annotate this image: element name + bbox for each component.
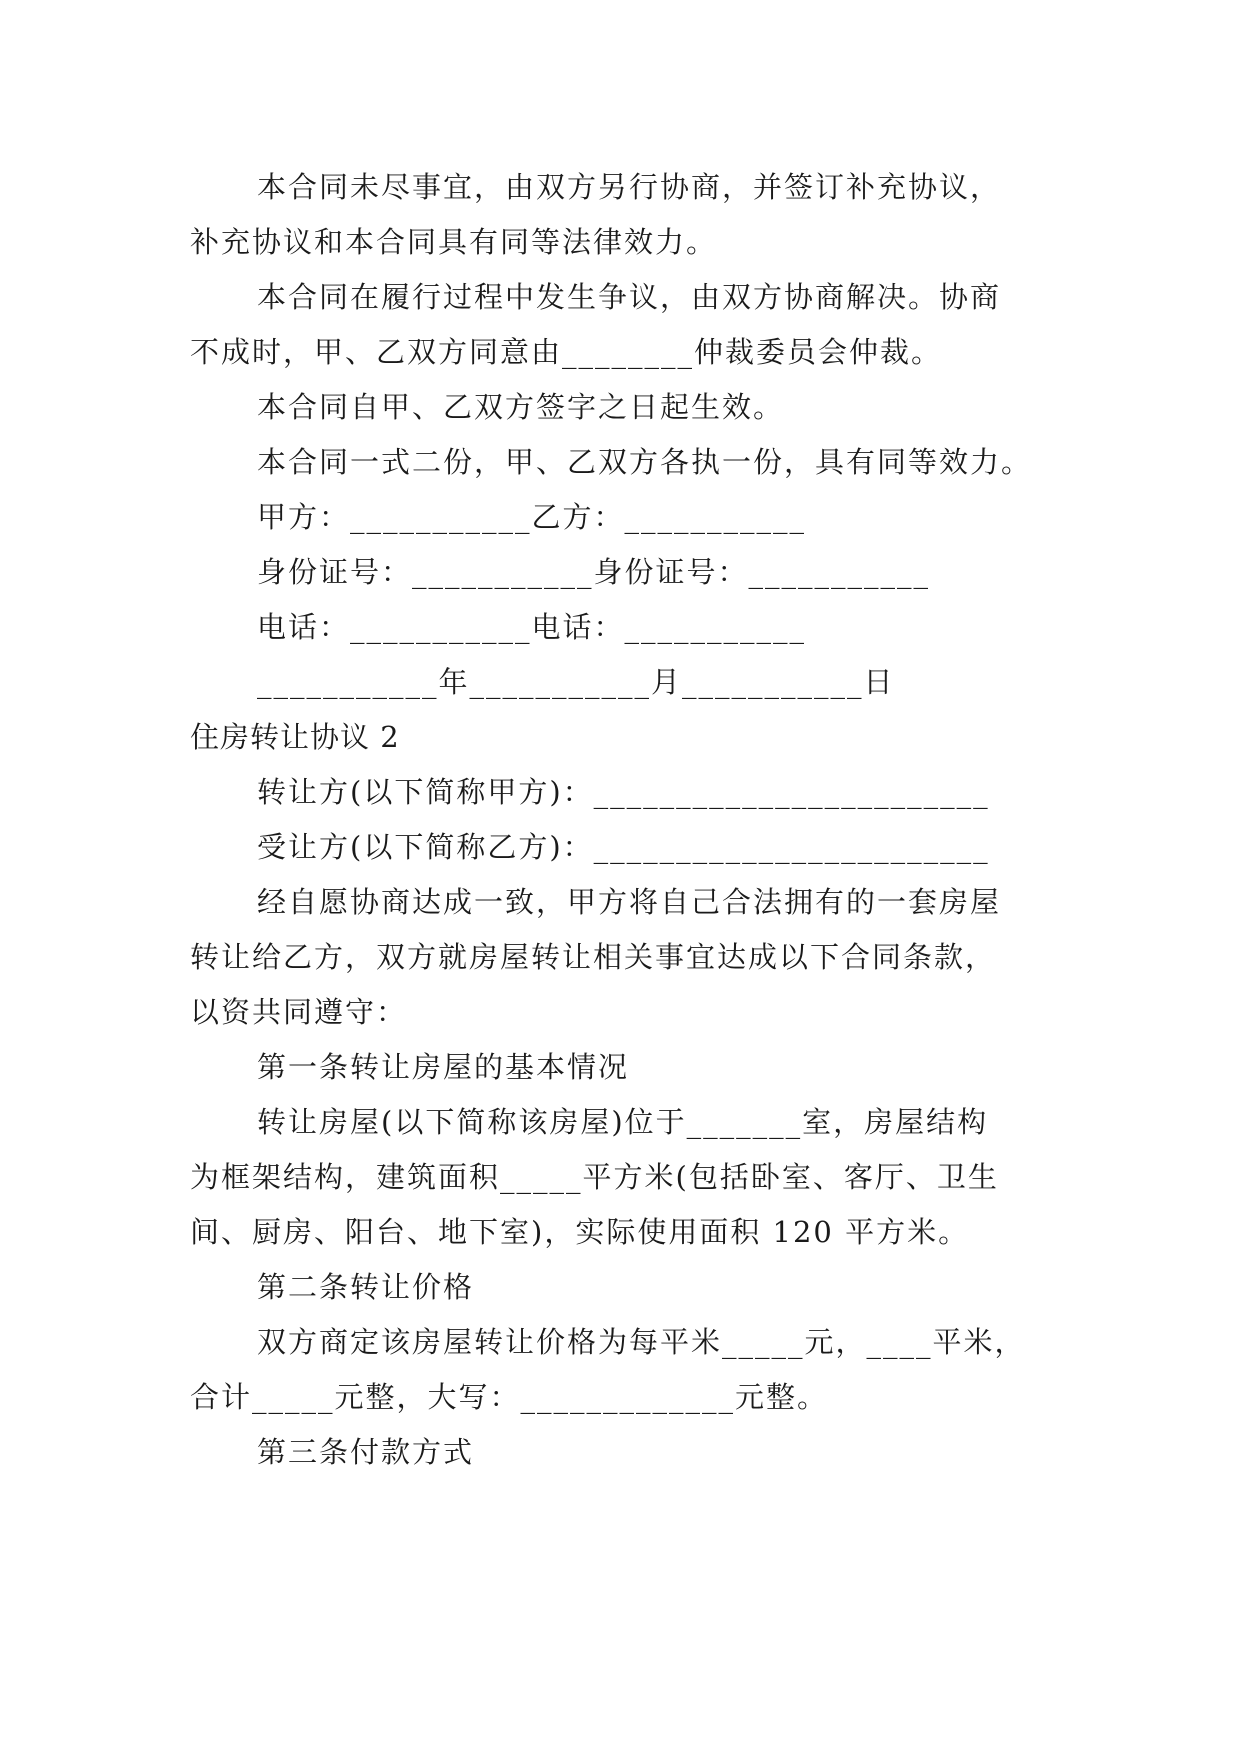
- party-transferor: 转让方(以下简称甲方)：________________________: [257, 775, 990, 809]
- signature-phones: 电话：___________电话：___________: [257, 610, 807, 644]
- clause-dispute-1: 本合同在履行过程中发生争议，由双方协商解决。协商: [257, 280, 1002, 314]
- article-1-text-1: 转让房屋(以下简称该房屋)位于_______室，房屋结构: [257, 1105, 989, 1139]
- article-3-heading: 第三条付款方式: [257, 1435, 475, 1469]
- clause-effective: 本合同自甲、乙双方签字之日起生效。: [257, 390, 785, 424]
- article-1-heading: 第一条转让房屋的基本情况: [257, 1050, 630, 1084]
- signature-parties: 甲方：___________乙方：___________: [257, 500, 807, 534]
- article-2-heading: 第二条转让价格: [257, 1270, 475, 1304]
- agreement-title: 住房转让协议 2: [190, 720, 400, 754]
- article-2-text-2: 合计_____元整，大写：_____________元整。: [190, 1380, 829, 1414]
- preamble-2: 转让给乙方，双方就房屋转让相关事宜达成以下合同条款，: [190, 940, 997, 974]
- clause-copies: 本合同一式二份，甲、乙双方各执一份，具有同等效力。: [257, 445, 1033, 479]
- article-1-text-3: 间、厨房、阳台、地下室)，实际使用面积 120 平方米。: [190, 1215, 970, 1249]
- article-2-text-1: 双方商定该房屋转让价格为每平米_____元，____平米，: [257, 1325, 1026, 1359]
- clause-supplementary-1: 本合同未尽事宜，由双方另行协商，并签订补充协议，: [257, 170, 1002, 204]
- clause-dispute-2: 不成时，甲、乙双方同意由________仲裁委员会仲裁。: [190, 335, 943, 369]
- preamble-3: 以资共同遵守：: [190, 995, 408, 1029]
- preamble-1: 经自愿协商达成一致，甲方将自己合法拥有的一套房屋: [257, 885, 1002, 919]
- signature-date: ___________年___________月___________日: [257, 665, 895, 699]
- signature-id-numbers: 身份证号：___________身份证号：___________: [257, 555, 931, 589]
- article-1-text-2: 为框架结构，建筑面积_____平方米(包括卧室、客厅、卫生: [190, 1160, 999, 1194]
- clause-supplementary-2: 补充协议和本合同具有同等法律效力。: [190, 225, 718, 259]
- party-transferee: 受让方(以下简称乙方)：________________________: [257, 830, 990, 864]
